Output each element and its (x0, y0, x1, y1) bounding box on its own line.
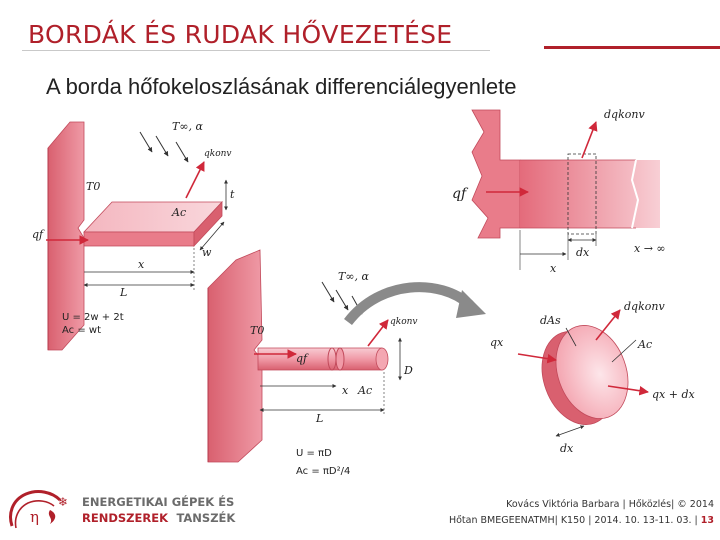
rod-perimeter-eq: U = πD (296, 448, 332, 459)
plate-Ac-label: Ac (172, 206, 187, 219)
plate-area-eq: Ac = wt (62, 325, 101, 336)
plate-w-label: w (202, 246, 212, 259)
disk-dAs-label: dAs (540, 314, 561, 327)
disk-dx-label: dx (560, 442, 574, 455)
footer-credit (449, 497, 714, 529)
plate-ambient-label: T∞, α (172, 120, 203, 133)
department-emblem-icon (11, 492, 69, 528)
element-dx-label: dx (576, 246, 590, 259)
svg-text:η: η (30, 508, 39, 526)
disk-qx-dx-label: qx + dx (652, 388, 695, 401)
fin-diagram (0, 100, 720, 490)
rod-qkonv-label: qkonv (390, 317, 418, 327)
plate-fin-figure (32, 120, 235, 350)
title-divider (22, 50, 490, 51)
slide-subtitle: A borda hőfokeloszlásának differenciálegyenlete (46, 74, 517, 99)
rod-area-eq: Ac = πD²/4 (296, 466, 351, 477)
department-logo (6, 486, 236, 532)
svg-text:❄: ❄ (58, 495, 69, 509)
disk-element-figure (490, 300, 695, 455)
disk-qx-label: qx (490, 336, 504, 349)
element-qf-label: qf (452, 186, 467, 202)
element-x-label: x (550, 262, 557, 275)
plate-qf-label: qf (32, 228, 44, 241)
logo-line-2: RENDSZEREK TANSZÉK (82, 511, 236, 525)
rod-D-label: D (404, 364, 413, 377)
disk-Ac-label: Ac (638, 338, 653, 351)
differential-element-figure (452, 108, 666, 275)
plate-T0-label: T0 (86, 180, 101, 193)
plate-x-label: x (138, 258, 145, 271)
logo-line-1: ENERGETIKAI GÉPEK ÉS (82, 495, 235, 509)
credit-course-line: Hőtan BMEGEENATMH| K150 | 2014. 10. 13-11. 03. | 13 (448, 515, 714, 526)
plate-t-label: t (230, 188, 235, 201)
rod-fin-figure (208, 250, 486, 477)
rod-Ac-label: Ac (358, 384, 373, 397)
element-dqkonv-label: dqkonv (604, 108, 645, 121)
plate-L-label: L (120, 286, 128, 299)
rod-x-label: x (342, 384, 349, 397)
slide-title: BORDÁK ÉS RUDAK HŐVEZETÉSE (28, 20, 453, 49)
rod-T0-label: T0 (250, 324, 265, 337)
page-number: 13 (700, 515, 714, 526)
rod-L-label: L (316, 412, 324, 425)
rod-qf-label: qf (296, 352, 308, 365)
disk-dqkonv-label: dqkonv (624, 300, 665, 313)
plate-qkonv-label: qkonv (204, 149, 232, 159)
plate-perimeter-eq: U = 2w + 2t (62, 312, 124, 323)
title-accent-bar (544, 46, 720, 49)
credit-author-line: Kovács Viktória Barbara | Hőközlés| © 2014 (506, 499, 714, 510)
element-x-infinity-label: x → ∞ (634, 242, 666, 255)
rod-ambient-label: T∞, α (338, 270, 369, 283)
